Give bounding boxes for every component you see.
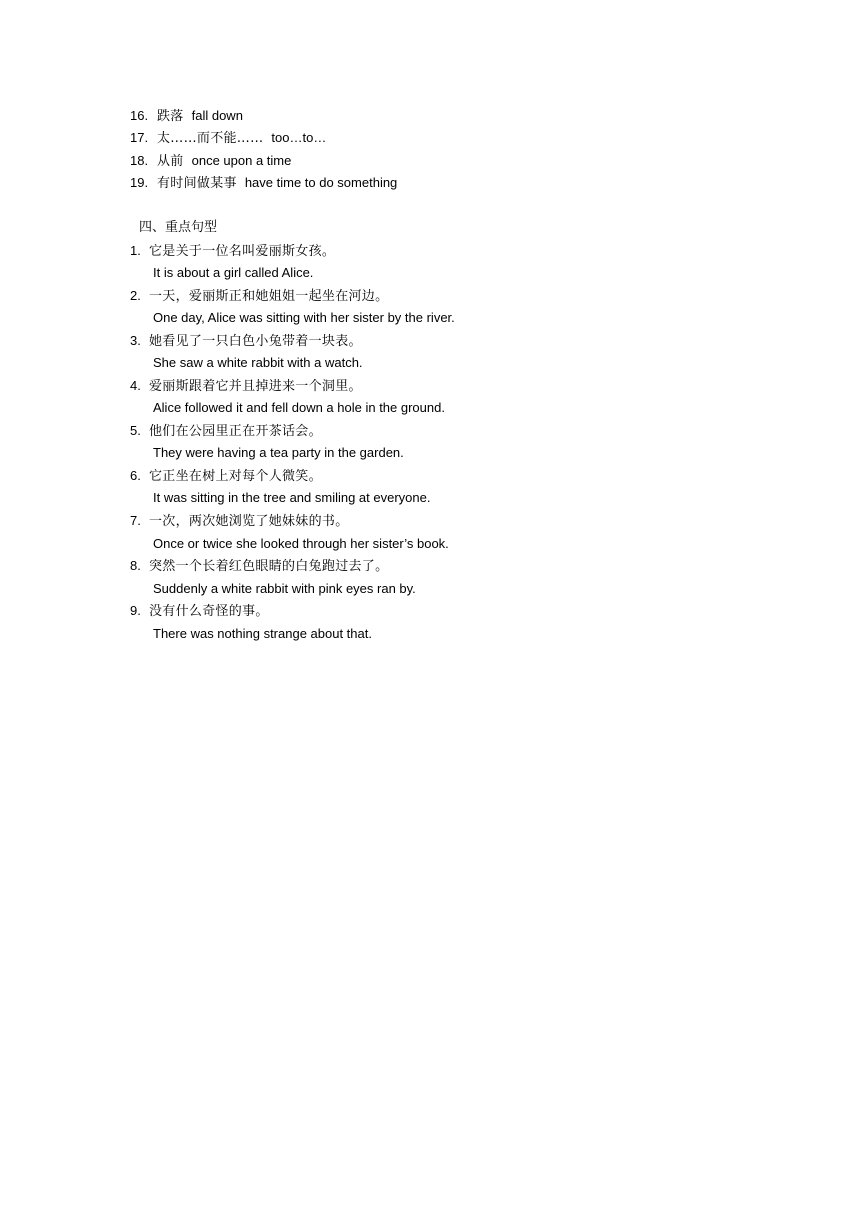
section-heading: 四、重点句型 — [139, 220, 218, 235]
vocab-english: once upon a time — [191, 153, 292, 168]
vocab-chinese: 有时间做某事 — [157, 176, 237, 191]
sentence-chinese: 它正坐在树上对每个人微笑。 — [149, 469, 322, 484]
sentence-english: Suddenly a white rabbit with pink eyes ran by. — [153, 581, 416, 596]
sentence-english: Once or twice she looked through her sister’s book. — [153, 536, 449, 551]
sentence-number: 3. — [130, 333, 141, 348]
sentence-chinese: 一天，爱丽斯正和她姐姐一起坐在河边。 — [149, 289, 389, 304]
sentence-chinese: 一次，两次她浏览了她妹妹的书。 — [149, 514, 349, 529]
sentence-number: 4. — [130, 378, 141, 393]
vocab-chinese: 跌落 — [157, 109, 184, 124]
sentence-chinese-line — [130, 600, 269, 622]
vocab-item — [130, 127, 326, 149]
sentence-english: It is about a girl called Alice. — [153, 265, 314, 280]
sentence-chinese-line — [130, 420, 322, 442]
sentence-chinese-line — [130, 510, 349, 532]
sentence-chinese-line — [130, 375, 362, 397]
sentence-number: 1. — [130, 243, 141, 258]
vocab-number: 17. — [130, 130, 149, 145]
sentence-number: 8. — [130, 558, 141, 573]
sentence-chinese: 她看见了一只白色小兔带着一块表。 — [149, 334, 362, 349]
sentence-english: It was sitting in the tree and smiling at everyone. — [153, 490, 431, 505]
vocab-english: fall down — [191, 108, 243, 123]
vocab-number: 19. — [130, 175, 149, 190]
sentence-number: 5. — [130, 423, 141, 438]
sentence-chinese: 他们在公园里正在开茶话会。 — [149, 424, 322, 439]
sentence-number: 9. — [130, 603, 141, 618]
sentence-english: There was nothing strange about that. — [153, 626, 372, 641]
sentence-number: 2. — [130, 288, 141, 303]
sentence-chinese: 没有什么奇怪的事。 — [149, 604, 269, 619]
sentence-chinese-line — [130, 555, 388, 577]
sentence-english: They were having a tea party in the garden. — [153, 445, 404, 460]
sentence-chinese-line — [130, 330, 362, 352]
vocab-item — [130, 172, 397, 194]
sentence-chinese-line — [130, 285, 388, 307]
sentence-english: She saw a white rabbit with a watch. — [153, 355, 363, 370]
sentence-chinese: 爱丽斯跟着它并且掉进来一个洞里。 — [149, 379, 362, 394]
sentence-chinese: 突然一个长着红色眼睛的白兔跑过去了。 — [149, 559, 389, 574]
vocab-number: 18. — [130, 153, 149, 168]
sentence-chinese-line — [130, 240, 335, 262]
vocab-chinese: 从前 — [157, 154, 184, 169]
sentence-chinese: 它是关于一位名叫爱丽斯女孩。 — [149, 244, 336, 259]
vocab-item — [130, 150, 291, 172]
vocab-number: 16. — [130, 108, 149, 123]
sentence-english: Alice followed it and fell down a hole in the ground. — [153, 400, 445, 415]
sentence-number: 7. — [130, 513, 141, 528]
vocab-item — [130, 105, 243, 127]
vocab-chinese: 太……而不能…… — [157, 131, 264, 146]
sentence-chinese-line — [130, 465, 322, 487]
vocab-english: too…to… — [271, 130, 327, 145]
vocab-english: have time to do something — [244, 175, 398, 190]
sentence-number: 6. — [130, 468, 141, 483]
sentence-english: One day, Alice was sitting with her sister by the river. — [153, 310, 455, 325]
